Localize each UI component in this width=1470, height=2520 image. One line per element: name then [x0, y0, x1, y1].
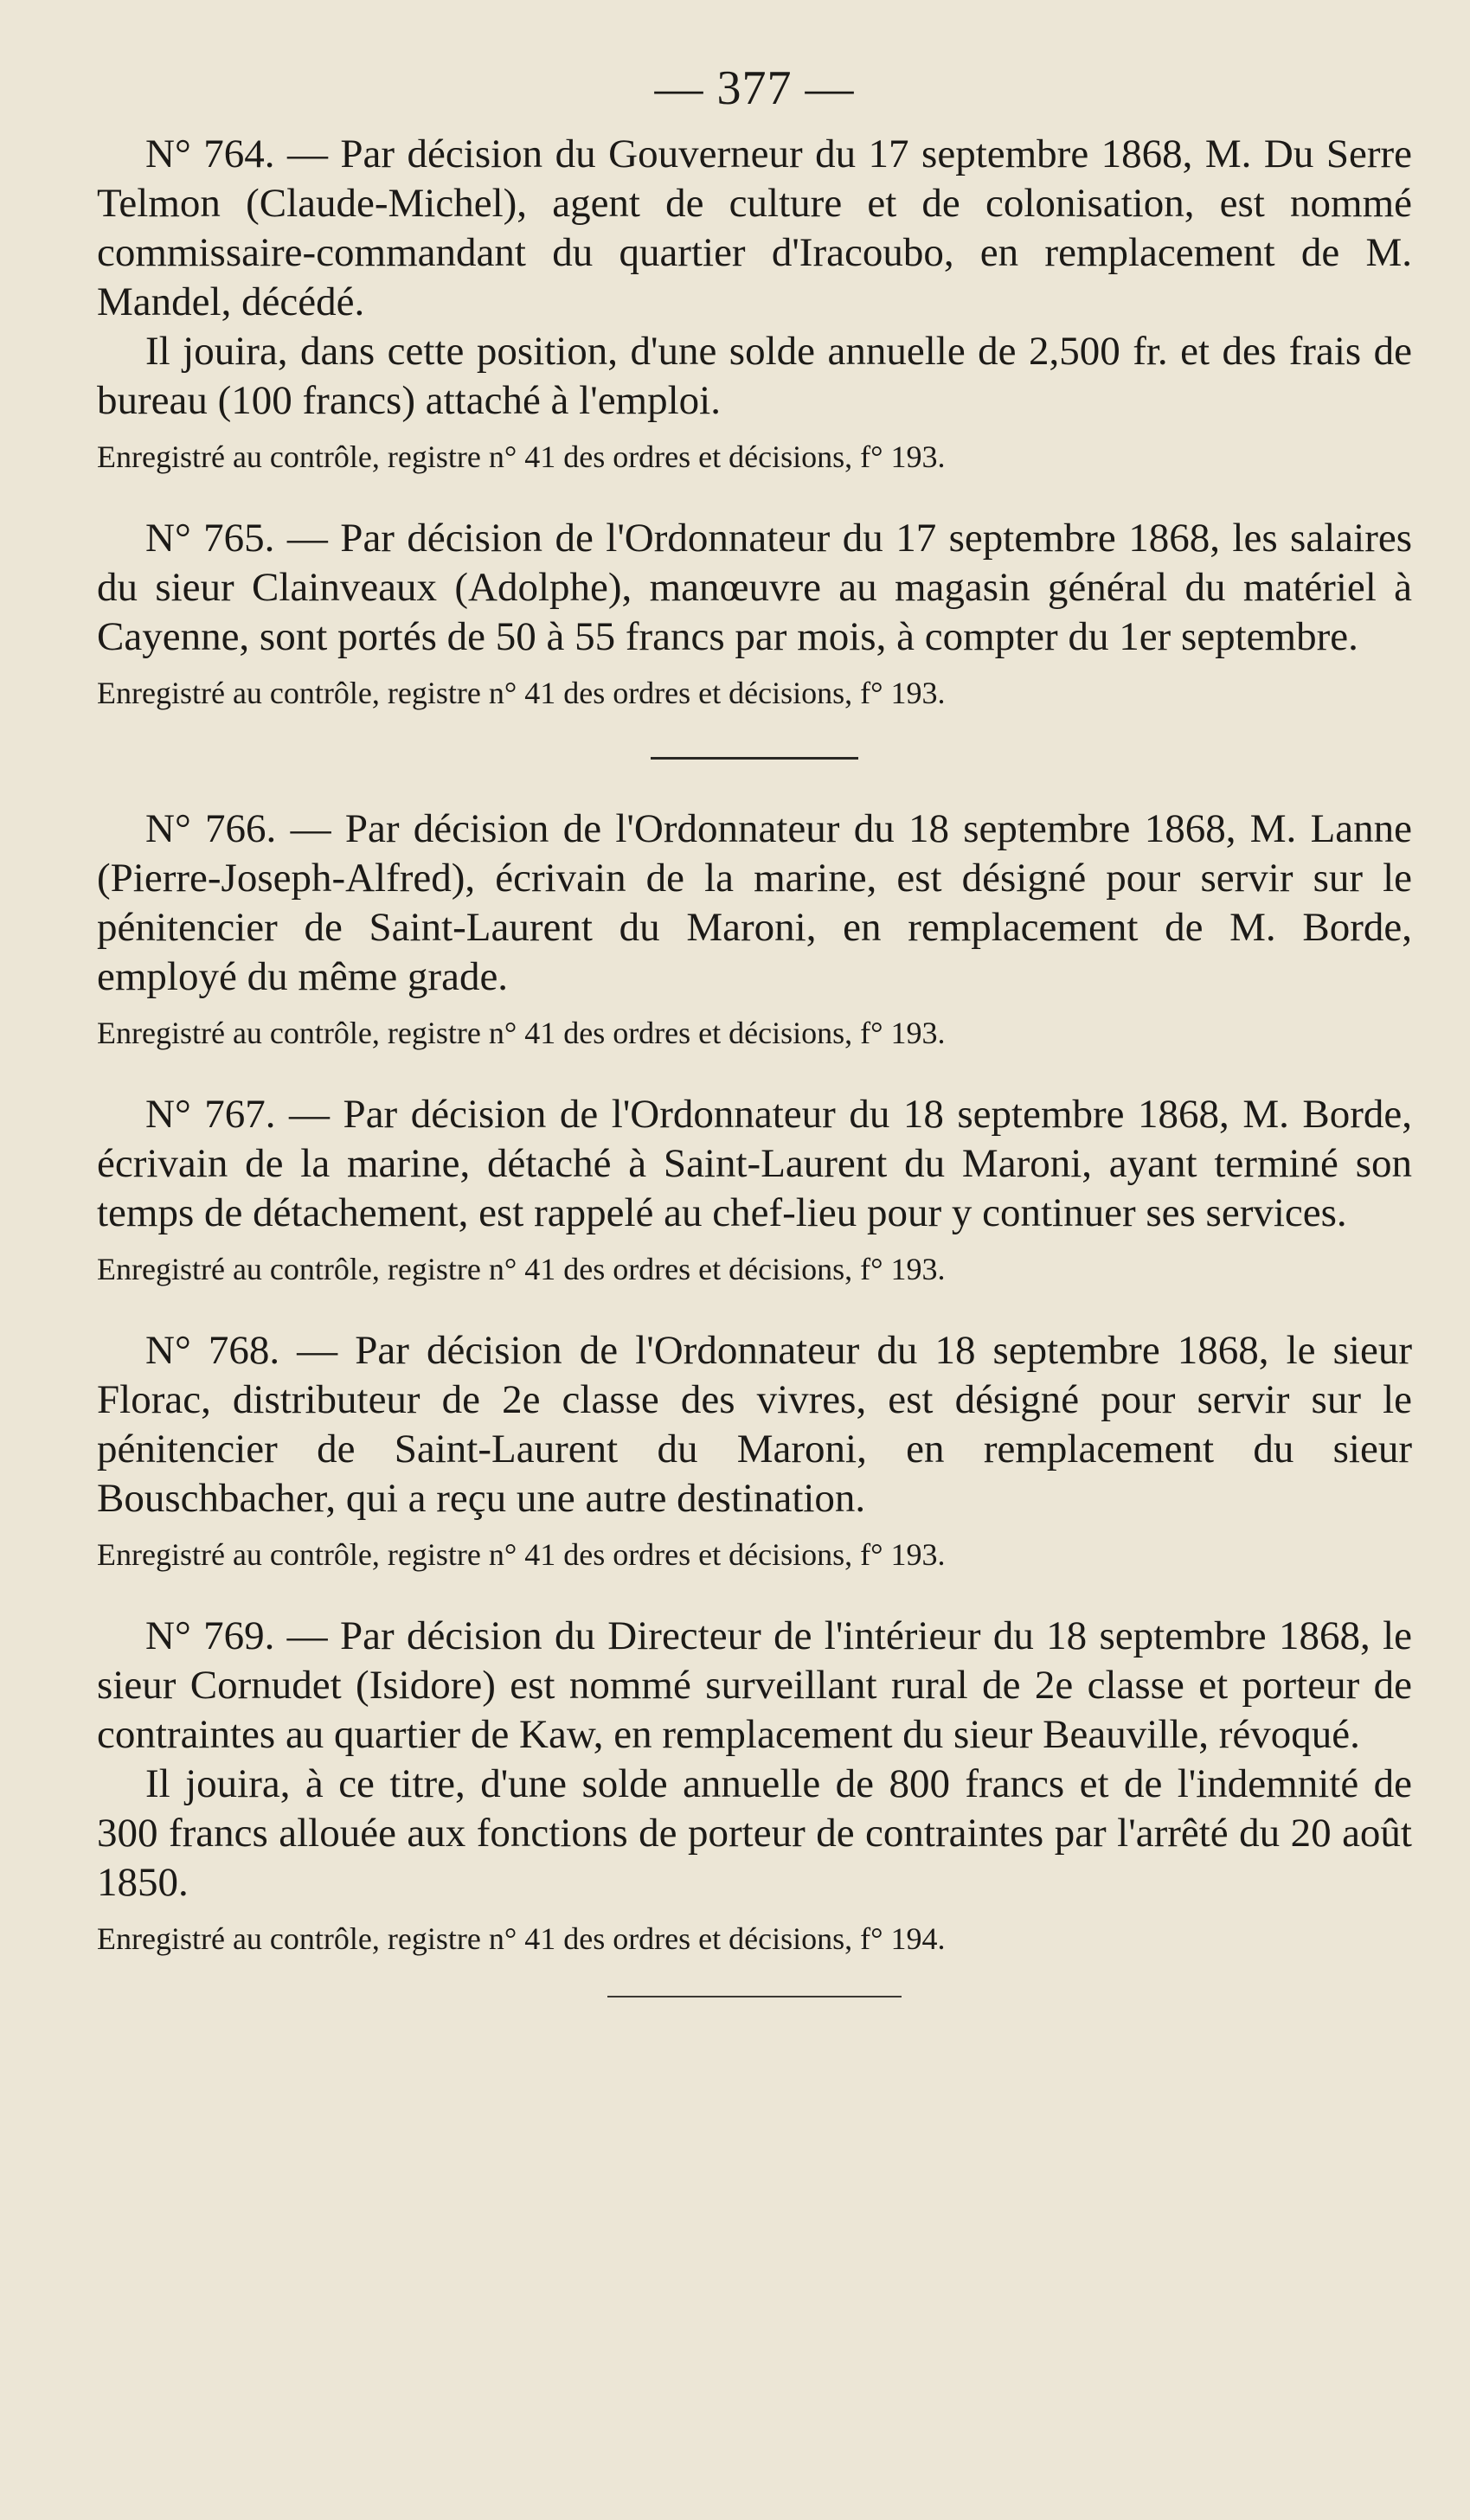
- entry-768: [97, 1326, 1412, 1577]
- registration-note: Enregistré au contrôle, registre n° 41 des ordres et décisions, f° 193.: [97, 1016, 946, 1050]
- spacer: [97, 1055, 1412, 1090]
- entry-paragraph: N° 768. — Par décision de l'Ordonnateur du 18 septembre 1868, le sieur Florac, distributeur de 2e classe des vivres, est désigné pour servir sur le pénitencier de Saint-Laurent du Maroni, en remplacement du sieur Bouschbacher, qui a reçu une autre destination.: [97, 1328, 1412, 1521]
- document-page: [97, 61, 1412, 1997]
- entry-767: [97, 1090, 1412, 1292]
- entry-paragraph: N° 765. — Par décision de l'Ordonnateur du 17 septembre 1868, les salaires du sieur Clainveaux (Adolphe), manœuvre au magasin général du matériel à Cayenne, sont portés de 50 à 55 francs par mois, à compter du 1er septembre.: [97, 516, 1412, 659]
- entry-764: [97, 130, 1412, 479]
- entry-paragraph: N° 767. — Par décision de l'Ordonnateur du 18 septembre 1868, M. Borde, écrivain de la marine, détaché à Saint-Laurent du Maroni, ayant terminé son temps de détachement, est rappelé au chef-lieu pour y continuer ses services.: [97, 1092, 1412, 1235]
- page-number: — 377 —: [654, 61, 855, 115]
- entry-paragraph: N° 769. — Par décision du Directeur de l'intérieur du 18 septembre 1868, le sieur Cornudet (Isidore) est nommé surveillant rural de 2e classe et porteur de contraintes au quartier de Kaw, en remplacement du sieur Beauville, révoqué.: [97, 1613, 1412, 1757]
- entry-769: [97, 1612, 1412, 1961]
- entry-paragraph: N° 764. — Par décision du Gouverneur du 17 septembre 1868, M. Du Serre Telmon (Claude-Michel), agent de culture et de colonisation, est nommé commissaire-commandant du quartier d'Iracoubo, en remplacement de M. Mandel, décédé.: [97, 131, 1412, 324]
- registration-note: Enregistré au contrôle, registre n° 41 des ordres et décisions, f° 194.: [97, 1921, 946, 1956]
- spacer: [97, 1577, 1412, 1612]
- end-divider: [607, 1996, 902, 1997]
- entry-paragraph: Il jouira, à ce titre, d'une solde annuelle de 800 francs et de l'indemnité de 300 francs allouée aux fonctions de porteur de contraintes par l'arrêté du 20 août 1850.: [97, 1761, 1412, 1905]
- entry-765: [97, 514, 1412, 715]
- registration-note: Enregistré au contrôle, registre n° 41 des ordres et décisions, f° 193.: [97, 1537, 946, 1572]
- section-divider: [651, 757, 858, 760]
- entry-paragraph: Il jouira, dans cette position, d'une solde annuelle de 2,500 fr. et des frais de bureau (100 francs) attaché à l'emploi.: [97, 329, 1412, 423]
- registration-note: Enregistré au contrôle, registre n° 41 des ordres et décisions, f° 193.: [97, 439, 946, 474]
- registration-note: Enregistré au contrôle, registre n° 41 des ordres et décisions, f° 193.: [97, 1252, 946, 1286]
- entry-paragraph: N° 766. — Par décision de l'Ordonnateur du 18 septembre 1868, M. Lanne (Pierre-Joseph-Alfred), écrivain de la marine, est désigné pour servir sur le pénitencier de Saint-Laurent du Maroni, en remplacement de M. Borde, employé du même grade.: [97, 806, 1412, 999]
- spacer: [97, 479, 1412, 514]
- registration-note: Enregistré au contrôle, registre n° 41 des ordres et décisions, f° 193.: [97, 676, 946, 710]
- entry-766: [97, 805, 1412, 1055]
- spacer: [97, 1292, 1412, 1326]
